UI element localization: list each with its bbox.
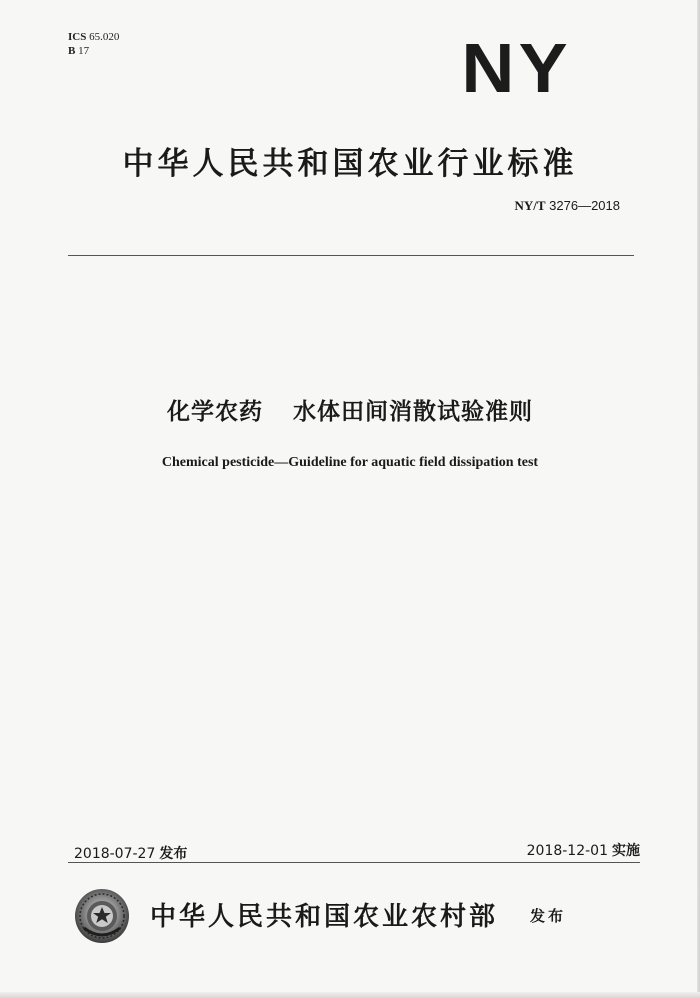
standard-category-title: 中华人民共和国农业行业标准 <box>122 146 578 182</box>
standard-number-prefix: NY/T <box>514 198 546 213</box>
issuer-name: 中华人民共和国农业农村部 <box>150 902 499 932</box>
implementation-word: 实施 <box>612 843 640 859</box>
implementation-date-line <box>527 840 640 860</box>
document-title-zh-part2: 水体田间消散试验准则 <box>293 399 533 425</box>
ccs-label: B <box>68 45 76 57</box>
document-title-zh-part1: 化学农药 <box>167 399 263 425</box>
ny-brand-mark: NY <box>461 29 572 107</box>
document-title-en: Chemical pesticide—Guideline for aquatic field dissipation test <box>161 455 539 470</box>
ics-label: ICS <box>68 31 87 43</box>
issue-word: 发布 <box>159 846 188 862</box>
issue-date-line <box>74 843 187 863</box>
issue-date: 2018-07-27 <box>74 846 156 862</box>
ccs-code: 17 <box>78 45 90 57</box>
issuer-suffix: 发布 <box>530 907 567 925</box>
document-title-zh <box>0 393 700 426</box>
footer-divider <box>68 862 640 863</box>
page-edge-bottom <box>0 992 700 998</box>
ics-code: 65.020 <box>89 31 120 43</box>
national-emblem-icon <box>74 888 130 944</box>
implementation-date: 2018-12-01 <box>526 843 608 859</box>
standard-number <box>514 198 620 214</box>
header-divider <box>68 255 634 256</box>
classification-codes <box>68 30 119 58</box>
standard-number-code: 3276—2018 <box>549 198 620 213</box>
